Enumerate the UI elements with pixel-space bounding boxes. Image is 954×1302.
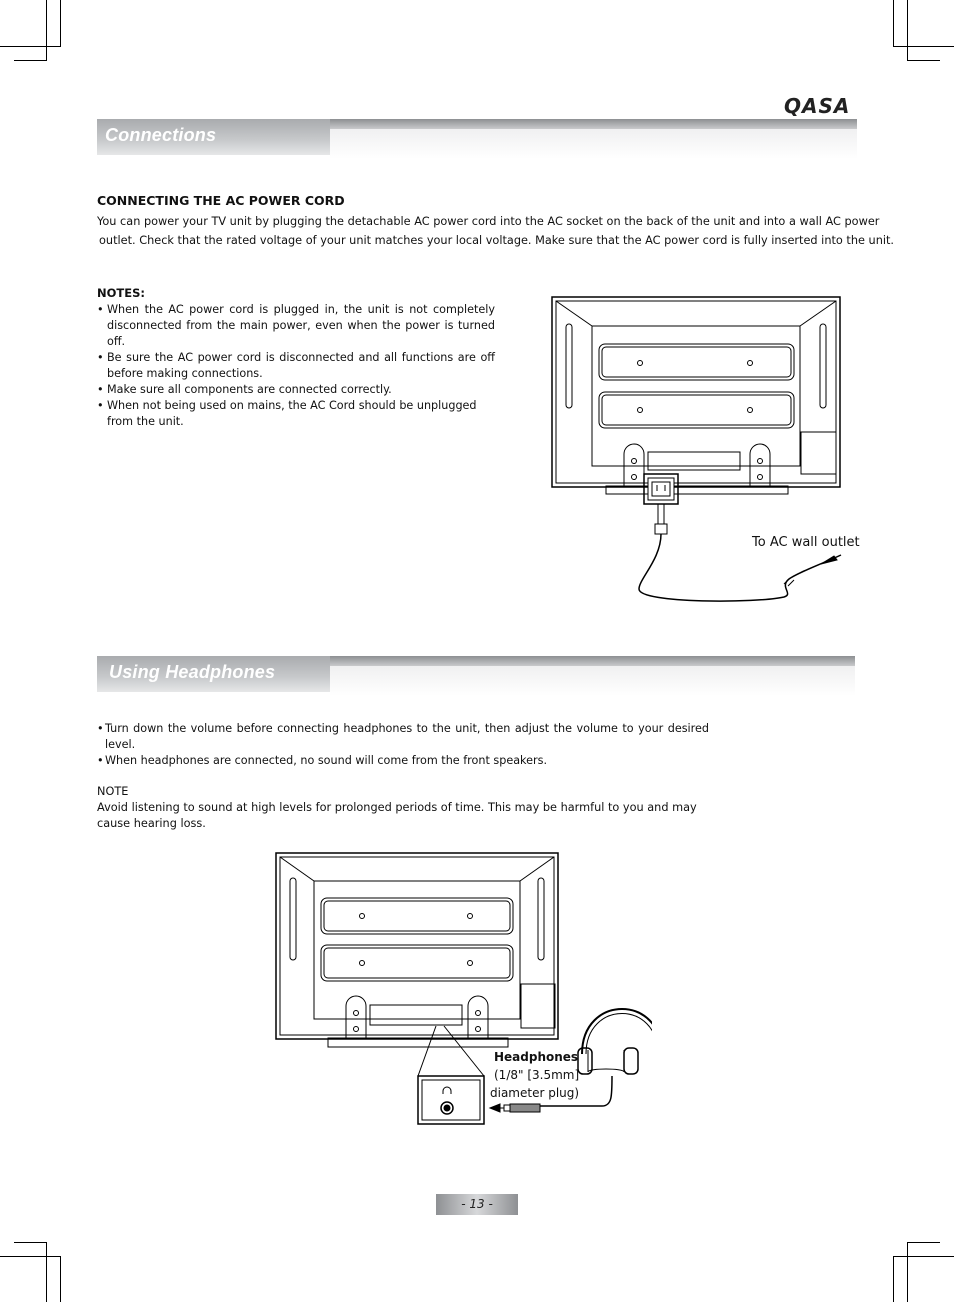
section-header-connections bbox=[97, 119, 857, 155]
crop-mark bbox=[907, 1242, 908, 1302]
tv-back-ac-diagram bbox=[548, 294, 848, 614]
page-number: - 13 - bbox=[436, 1194, 518, 1215]
note-item: • When not being used on mains, the AC Cord should be unplugged from the unit. bbox=[97, 398, 495, 430]
crop-mark bbox=[60, 0, 61, 47]
crop-mark bbox=[46, 1242, 47, 1302]
crop-mark bbox=[893, 46, 954, 47]
ac-power-heading: CONNECTING THE AC POWER CORD bbox=[97, 193, 345, 208]
crop-mark bbox=[907, 1242, 940, 1243]
section-header-headphones bbox=[97, 656, 855, 692]
section-title: Using Headphones bbox=[109, 662, 276, 682]
crop-mark bbox=[14, 60, 47, 61]
note-item: • When the AC power cord is plugged in, the unit is not completely disconnected from the main power, even when the power is turned off. bbox=[97, 302, 495, 350]
section-rule bbox=[330, 656, 855, 666]
crop-mark bbox=[0, 1256, 61, 1257]
crop-mark bbox=[893, 1256, 894, 1302]
tv-back-headphones-diagram bbox=[272, 850, 652, 1130]
section-rule bbox=[330, 119, 857, 129]
ac-power-intro-line1: You can power your TV unit by plugging the detachable AC power cord into the AC socket on the back of the unit and into a wall AC power bbox=[97, 215, 880, 228]
crop-mark bbox=[14, 1242, 47, 1243]
crop-mark bbox=[893, 0, 894, 47]
crop-mark bbox=[893, 1256, 954, 1257]
ac-power-intro-line2: outlet. Check that the rated voltage of your unit matches your local voltage. Make sure that the AC power cord is fully inserted into the unit. bbox=[99, 234, 895, 247]
section-shadow bbox=[330, 129, 857, 159]
headphones-bullet: • When headphones are connected, no sound will come from the front speakers. bbox=[97, 753, 709, 769]
notes-title: NOTES: bbox=[97, 286, 145, 300]
headphones-size-label: (1/8" [3.5mm] bbox=[494, 1068, 580, 1082]
notes-list bbox=[97, 302, 495, 430]
headphones-bullets bbox=[97, 721, 709, 769]
headphones-label: Headphones bbox=[494, 1050, 579, 1064]
section-title: Connections bbox=[105, 125, 217, 145]
section-shadow bbox=[330, 666, 855, 696]
note-text: Avoid listening to sound at high levels for prolonged periods of time. This may be harmful to you and may cause hearing loss. bbox=[97, 801, 697, 830]
crop-mark bbox=[907, 60, 940, 61]
crop-mark bbox=[0, 46, 61, 47]
brand-logo: QASA bbox=[784, 94, 851, 118]
note-title: NOTE bbox=[97, 785, 129, 798]
crop-mark bbox=[907, 0, 908, 60]
crop-mark bbox=[46, 0, 47, 60]
headphones-bullet: • Turn down the volume before connecting headphones to the unit, then adjust the volume to your desired level. bbox=[97, 721, 709, 753]
crop-mark bbox=[60, 1256, 61, 1302]
note-item: • Be sure the AC power cord is disconnected and all functions are off before making connections. bbox=[97, 350, 495, 382]
ac-wall-outlet-label: To AC wall outlet bbox=[752, 535, 860, 550]
headphones-plug-label: diameter plug) bbox=[490, 1086, 580, 1100]
note-item: • Make sure all components are connected correctly. bbox=[97, 382, 495, 398]
